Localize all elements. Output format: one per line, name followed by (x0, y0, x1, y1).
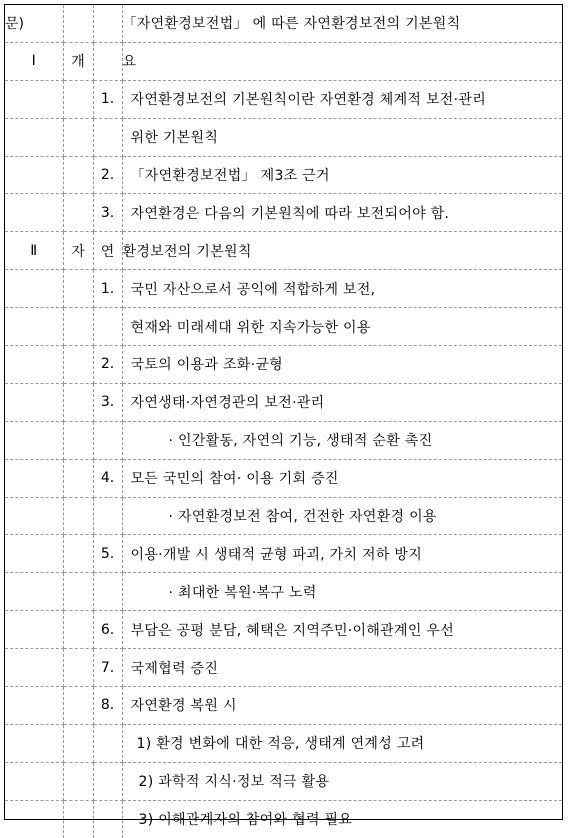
item-number: 3. (93, 194, 122, 232)
item-number: 7. (93, 649, 122, 687)
table-row (5, 194, 562, 232)
heading-char (63, 649, 93, 687)
section-numeral (5, 383, 63, 421)
sub-item-text: 2) 과학적 지식·정보 적극 활용 (122, 762, 562, 800)
item-number (93, 762, 122, 800)
item-text: 이용·개발 시 생태적 균형 파괴, 가치 저하 방지 (122, 535, 562, 573)
item-number: 2. (93, 156, 122, 194)
table-row (5, 270, 562, 308)
section-numeral: Ⅰ (5, 42, 63, 80)
item-number: 1. (93, 80, 122, 118)
table-row (5, 5, 562, 42)
table-row (5, 232, 562, 270)
section-heading: 요 (122, 42, 562, 80)
table-row (5, 687, 562, 725)
item-number (93, 421, 122, 459)
heading-char (63, 459, 93, 497)
heading-char: 개 (63, 42, 93, 80)
table-row (5, 156, 562, 194)
sub-item-text: 1) 환경 변화에 대한 적응, 생태계 연계성 고려 (122, 724, 562, 762)
table-row (5, 308, 562, 346)
bullet-text: · 최대한 복원·복구 노력 (122, 573, 562, 611)
item-number (93, 800, 122, 837)
section-numeral (5, 346, 63, 384)
item-number: 1. (93, 270, 122, 308)
item-text: 자연환경보전의 기본원칙이란 자연환경 체계적 보전·관리 (122, 80, 562, 118)
outline-table (5, 5, 562, 838)
item-number (93, 42, 122, 80)
item-text: 국제협력 증진 (122, 649, 562, 687)
heading-char (63, 611, 93, 649)
heading-char (63, 346, 93, 384)
item-number: 8. (93, 687, 122, 725)
table-row (5, 649, 562, 687)
section-numeral (5, 308, 63, 346)
heading-char (63, 118, 93, 156)
heading-char (63, 80, 93, 118)
item-text: 「자연환경보전법」 제3조 근거 (122, 156, 562, 194)
table-row (5, 611, 562, 649)
answer-sheet (4, 4, 563, 829)
table-row (5, 535, 562, 573)
heading-char (63, 535, 93, 573)
item-number (93, 573, 122, 611)
question-marker: 문) (5, 5, 63, 42)
table-row (5, 80, 562, 118)
section-numeral (5, 649, 63, 687)
section-numeral (5, 421, 63, 459)
heading-char (63, 194, 93, 232)
heading-char (63, 724, 93, 762)
item-text: 자연환경 복원 시 (122, 687, 562, 725)
section-numeral (5, 194, 63, 232)
table-row (5, 383, 562, 421)
item-text: 현재와 미래세대 위한 지속가능한 이용 (122, 308, 562, 346)
heading-char: 연 (93, 232, 122, 270)
item-text: 부담은 공평 분담, 혜택은 지역주민·이해관계인 우선 (122, 611, 562, 649)
table-row (5, 118, 562, 156)
table-row (5, 497, 562, 535)
section-numeral (5, 270, 63, 308)
item-number (93, 5, 122, 42)
heading-char (63, 687, 93, 725)
section-numeral (5, 535, 63, 573)
section-heading: 환경보전의 기본원칙 (122, 232, 562, 270)
section-numeral: Ⅱ (5, 232, 63, 270)
item-text: 위한 기본원칙 (122, 118, 562, 156)
table-row (5, 800, 562, 837)
section-numeral (5, 800, 63, 837)
section-numeral (5, 118, 63, 156)
item-number (93, 308, 122, 346)
heading-char (63, 762, 93, 800)
item-text: 국토의 이용과 조화·균형 (122, 346, 562, 384)
bullet-text: · 자연환경보전 참여, 건전한 자연환경 이용 (122, 497, 562, 535)
section-numeral (5, 80, 63, 118)
question-title: 「자연환경보전법」 에 따른 자연환경보전의 기본원칙 (122, 5, 562, 42)
table-row (5, 42, 562, 80)
table-row (5, 762, 562, 800)
table-row (5, 421, 562, 459)
item-text: 자연생태·자연경관의 보전·관리 (122, 383, 562, 421)
table-row (5, 346, 562, 384)
item-number (93, 497, 122, 535)
item-number: 6. (93, 611, 122, 649)
section-numeral (5, 611, 63, 649)
item-text: 자연환경은 다음의 기본원칙에 따라 보전되어야 함. (122, 194, 562, 232)
section-numeral (5, 156, 63, 194)
item-number: 5. (93, 535, 122, 573)
bullet-text: · 인간활동, 자연의 기능, 생태적 순환 촉진 (122, 421, 562, 459)
item-number: 4. (93, 459, 122, 497)
item-number: 2. (93, 346, 122, 384)
section-numeral (5, 573, 63, 611)
item-number (93, 118, 122, 156)
heading-char: 자 (63, 232, 93, 270)
table-row (5, 459, 562, 497)
section-numeral (5, 724, 63, 762)
sub-item-text: 3) 이해관계자의 참여와 협력 필요 (138, 812, 353, 829)
heading-char (63, 421, 93, 459)
heading-char (63, 308, 93, 346)
heading-char (63, 270, 93, 308)
item-text: 국민 자산으로서 공익에 적합하게 보전, (122, 270, 562, 308)
item-text: 모든 국민의 참여· 이용 기회 증진 (122, 459, 562, 497)
section-numeral (5, 497, 63, 535)
heading-char (63, 5, 93, 42)
table-row (5, 724, 562, 762)
table-row (5, 573, 562, 611)
item-number: 3. (93, 383, 122, 421)
heading-char (63, 573, 93, 611)
section-numeral (5, 687, 63, 725)
heading-char (63, 383, 93, 421)
heading-char (63, 156, 93, 194)
section-numeral (5, 459, 63, 497)
item-number (93, 724, 122, 762)
heading-char (63, 800, 93, 837)
heading-char (63, 497, 93, 535)
section-numeral (5, 762, 63, 800)
